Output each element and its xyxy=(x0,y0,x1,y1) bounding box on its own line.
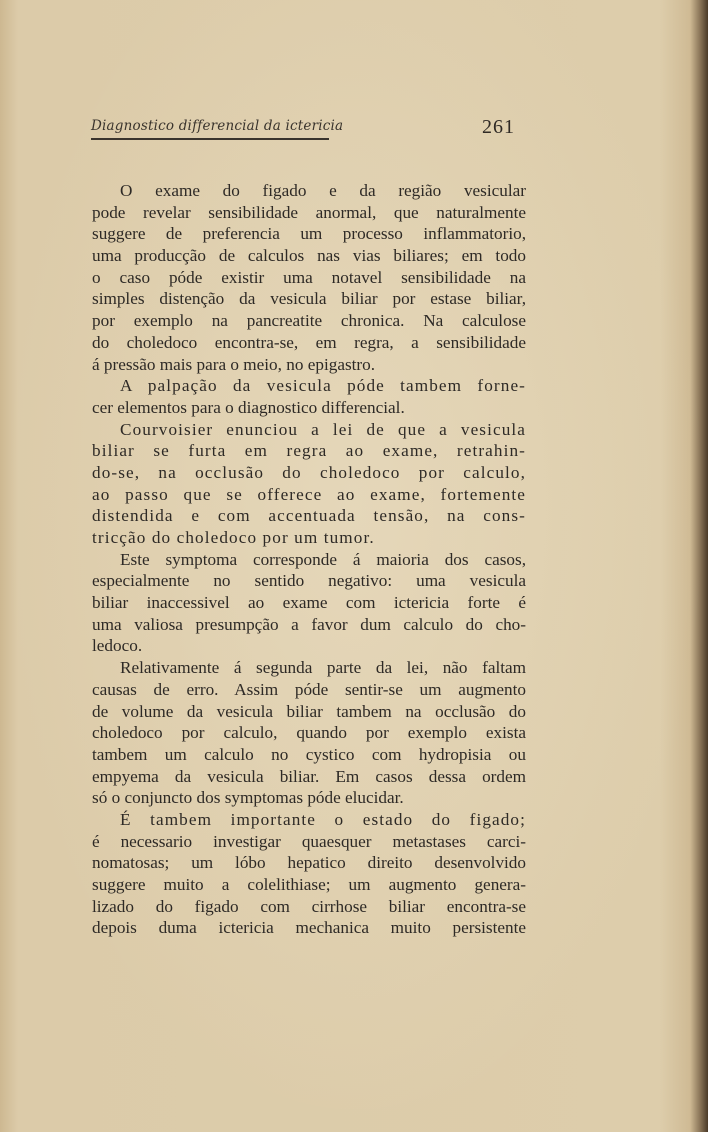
text-line: suggere de preferencia um processo inflammatorio, xyxy=(92,224,526,244)
text-line: de volume da vesicula biliar tambem na occlusão do xyxy=(92,701,526,721)
text-line: depois duma ictericia mechanica muito persistente xyxy=(92,918,526,938)
text-line: á pressão mais para o meio, no epigastro. xyxy=(92,354,376,374)
text-line: nomatosas; um lóbo hepatico direito desenvolvido xyxy=(92,853,526,873)
text-line: causas de erro. Assim póde sentir-se um augmento xyxy=(92,679,526,699)
text-line: Courvoisier enunciou a lei de que a vesicula xyxy=(120,419,526,439)
header-rule xyxy=(91,138,329,140)
text-line: biliar inaccessivel ao exame com ictericia forte é xyxy=(92,593,526,613)
text-line: ao passo que se offerece ao exame, fortemente xyxy=(92,484,526,504)
text-line: simples distenção da vesicula biliar por estase biliar, xyxy=(92,289,526,309)
text-line: ledoco. xyxy=(92,636,143,656)
text-line: uma valiosa presumpção a favor dum calculo do cho- xyxy=(92,614,526,634)
text-line: É tambem importante o estado do figado; xyxy=(120,809,526,829)
text-line: tambem um calculo no cystico com hydropisia ou xyxy=(92,744,526,764)
text-line: do-se, na occlusão do choledoco por calculo, xyxy=(92,462,526,482)
text-line: distendida e com accentuada tensão, na cons- xyxy=(92,506,526,526)
text-line: por exemplo na pancreatite chronica. Na calculose xyxy=(92,311,526,331)
text-line: do choledoco encontra-se, em regra, a sensibilidade xyxy=(92,332,526,352)
text-line: O exame do figado e da região vesicular xyxy=(120,181,526,200)
page-header xyxy=(91,116,527,142)
text-line: uma producção de calculos nas vias biliares; em todo xyxy=(92,246,526,266)
text-line: Este symptoma corresponde á maioria dos casos, xyxy=(120,549,526,569)
text-line: só o conjuncto dos symptomas póde elucidar. xyxy=(92,788,404,808)
text-line: cer elementos para o diagnostico differencial. xyxy=(92,397,405,417)
running-title: Diagnostico differencial da ictericia xyxy=(91,118,344,134)
text-line: biliar se furta em regra ao exame, retrahin- xyxy=(92,441,526,461)
text-line: tricção do choledoco por um tumor. xyxy=(92,528,375,547)
text-line: empyema da vesicula biliar. Em casos dessa ordem xyxy=(92,766,526,786)
page-number: 261 xyxy=(482,116,515,138)
body-text xyxy=(92,180,526,939)
text-line: é necessario investigar quaesquer metastases carci- xyxy=(92,831,526,851)
text-line: suggere muito a colelithiase; um augmento genera- xyxy=(92,875,526,894)
text-line: pode revelar sensibilidade anormal, que naturalmente xyxy=(92,202,526,222)
text-line: choledoco por calculo, quando por exemplo exista xyxy=(92,723,526,743)
text-line: o caso póde existir uma notavel sensibilidade na xyxy=(92,267,526,287)
text-line: Relativamente á segunda parte da lei, não faltam xyxy=(120,658,526,678)
text-line: especialmente no sentido negativo: uma vesicula xyxy=(92,571,526,591)
text-line: lizado do figado com cirrhose biliar encontra-se xyxy=(92,896,526,916)
text-line: A palpação da vesicula póde tambem forne- xyxy=(120,376,526,396)
